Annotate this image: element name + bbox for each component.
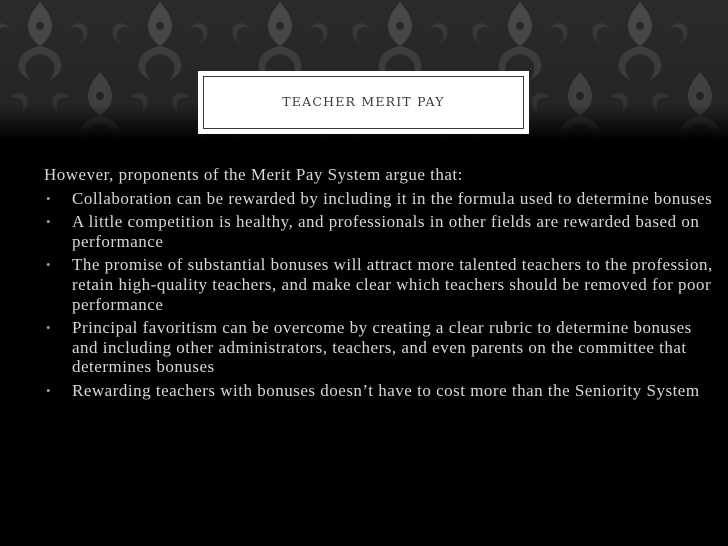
bullet-text: Rewarding teachers with bonuses doesn’t have to cost more than the Seniority System (72, 380, 700, 400)
title-box (198, 71, 529, 134)
bullet-icon: • (46, 320, 52, 336)
bullet-list (44, 189, 714, 401)
slide-body (44, 165, 714, 405)
bullet-text: Principal favoritism can be overcome by creating a clear rubric to determine bonuses and including other administrators, teachers, and even parents on the committee that determines bonuses (72, 318, 692, 377)
bullet-item (44, 189, 714, 209)
bullet-icon: • (46, 190, 52, 206)
bullet-item (44, 255, 714, 314)
bullet-icon: • (46, 214, 52, 230)
bullet-text: The promise of substantial bonuses will attract more talented teachers to the profession, retain high-quality teachers, and make clear which teachers should be removed for poor performance (72, 255, 713, 314)
bullet-text: Collaboration can be rewarded by including it in the formula used to determine bonuses (72, 188, 713, 208)
intro-text: However, proponents of the Merit Pay System argue that: (44, 165, 463, 184)
slide-title: TEACHER MERIT PAY (282, 94, 445, 109)
bullet-item (44, 381, 714, 401)
bullet-icon: • (46, 382, 52, 398)
bullet-item (44, 318, 714, 377)
bullet-text: A little competition is healthy, and professionals in other fields are rewarded based on performance (72, 212, 700, 251)
bullet-icon: • (46, 257, 52, 273)
bullet-item (44, 212, 714, 251)
